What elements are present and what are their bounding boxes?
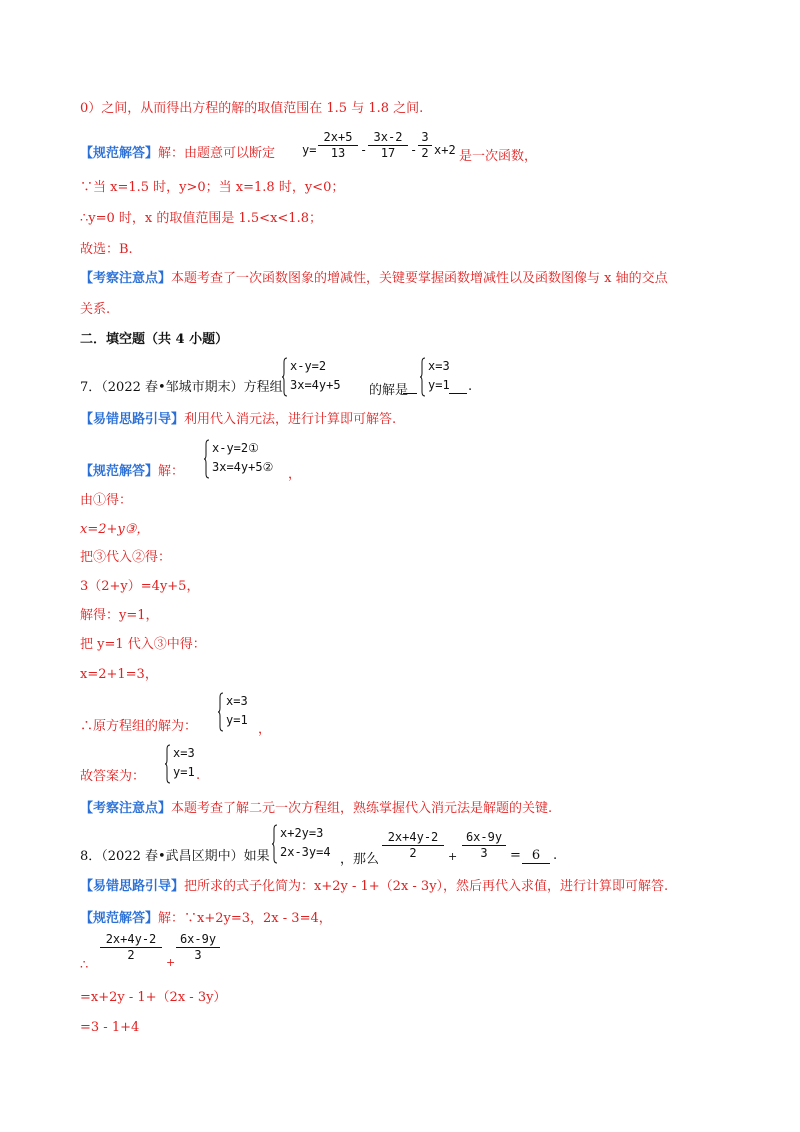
therefore-sign: ∴ <box>80 958 89 973</box>
q8-fraction-2 <box>462 830 506 861</box>
brace-icon <box>282 357 288 397</box>
note-line-2: 关系. <box>80 302 111 317</box>
tag-note-points: 【考察注意点】 <box>80 801 172 816</box>
q7-step-6: 把 y=1 代入③中得： <box>80 637 206 652</box>
comma: ， <box>258 722 272 737</box>
tag-standard-answer: 【规范解答】 <box>80 464 159 479</box>
fraction-1-denominator: 13 <box>330 146 346 160</box>
note-text: 本题考查了一次函数图象的增减性，关键要掌握函数增减性以及函数图像与 x 轴的交点 <box>171 271 668 286</box>
comma: ， <box>288 467 302 482</box>
q7-s9-y: y=1 <box>173 765 195 779</box>
question-7-mid: 的解是 <box>369 383 409 398</box>
hint-line-q7 <box>80 411 396 429</box>
q7-step-7: x=2+1=3， <box>80 667 158 682</box>
text-line-3: ∵当 x=1.5 时，y>0；当 x=1.8 时，y<0； <box>80 180 345 195</box>
brace-icon <box>204 439 210 479</box>
q8-fraction-2-denominator: 3 <box>480 846 488 860</box>
fraction-3-denominator: 2 <box>421 146 429 160</box>
q7-answer-x: x=3 <box>428 359 450 373</box>
q7-sol-eq1: x-y=2① <box>212 441 259 455</box>
q7-step-4: 3（2+y）=4y+5， <box>80 579 200 594</box>
question-7-end: . <box>468 379 473 394</box>
question-8-prefix: 8．（2022 春•武昌区期中）如果 <box>80 849 270 864</box>
q8-sol-fraction-2-numerator: 6x-9y <box>176 932 220 948</box>
question-7-system <box>282 357 367 397</box>
q7-step-2: x=2+y③， <box>80 522 150 537</box>
q8-sol-fraction-1-numerator: 2x+4y-2 <box>100 932 162 948</box>
q7-step-8-system <box>218 692 258 732</box>
q8-sol-fraction-2-denominator: 3 <box>194 948 202 962</box>
hint-line-q8 <box>80 878 668 896</box>
solution-line-1 <box>80 145 275 163</box>
plus-sign: + <box>166 956 176 969</box>
q8-eq2: 2x-3y=4 <box>280 845 331 859</box>
q7-s9-x: x=3 <box>173 746 195 760</box>
text-line-5: 故选：B. <box>80 242 133 257</box>
q7-step-9: 故答案为： <box>80 769 146 784</box>
brace-icon <box>218 692 224 732</box>
fraction-3-numerator: 3 <box>418 130 432 146</box>
note-text-q7: 本题考查了解二元一次方程组，熟练掌握代入消元法是解题的关键. <box>171 801 553 816</box>
brace-icon <box>420 357 426 397</box>
question-7 <box>80 379 283 397</box>
q7-s8-x: x=3 <box>226 694 248 708</box>
q8-fraction-2-numerator: 6x-9y <box>462 830 506 846</box>
solution-q7-system <box>204 439 289 479</box>
brace-icon <box>272 824 278 864</box>
fraction-1 <box>318 130 358 161</box>
solution-q8-head <box>80 910 332 928</box>
equals-sign: = <box>510 848 521 863</box>
label-solution: 解： <box>158 146 185 161</box>
q8-step-1: ∵x+2y=3，2x - 3=4， <box>184 911 332 926</box>
tag-note-points: 【考察注意点】 <box>80 271 172 286</box>
solution-q7-head <box>80 463 184 481</box>
q7-answer-y: y=1 <box>428 378 450 392</box>
q7-step-8: ∴原方程组的解为： <box>80 719 198 734</box>
question-8 <box>80 848 270 866</box>
question-7-answer <box>420 357 460 397</box>
label-solution: 解： <box>158 911 185 926</box>
tag-standard-answer: 【规范解答】 <box>80 146 159 161</box>
q7-step-5: 解得：y=1， <box>80 608 159 623</box>
section-title: 二．填空题（共 4 小题） <box>80 332 229 347</box>
question-7-prefix: 7．（2022 春•邹城市期末）方程组 <box>80 380 283 395</box>
q7-step-3: 把③代入②得： <box>80 550 172 565</box>
text-linear-function: 是一次函数， <box>459 149 538 164</box>
q7-eq2: 3x=4y+5 <box>290 378 341 392</box>
period: . <box>553 848 558 863</box>
q8-fraction-1-denominator: 2 <box>409 846 417 860</box>
q8-fraction-1-numerator: 2x+4y-2 <box>382 830 444 846</box>
q7-sol-eq2: 3x=4y+5② <box>212 460 274 474</box>
text-conclude: 由题意可以断定 <box>184 146 276 161</box>
var-y-equals: y= <box>302 143 317 157</box>
fraction-2 <box>368 130 408 161</box>
q8-fraction-1 <box>382 830 444 861</box>
hint-text-q7: 利用代入消元法，进行计算即可解答. <box>184 412 397 427</box>
fraction-2-denominator: 17 <box>380 146 396 160</box>
note-line-q7 <box>80 800 552 818</box>
brace-icon <box>165 744 171 784</box>
q7-step-1: 由①得： <box>80 493 133 508</box>
q8-sol-fraction-1 <box>100 932 162 963</box>
note-line-1 <box>80 270 668 288</box>
q8-step-3: =x+2y - 1+（2x - 3y） <box>80 990 227 1005</box>
tag-standard-answer: 【规范解答】 <box>80 911 159 926</box>
fraction-1-numerator: 2x+5 <box>318 130 358 146</box>
answer-blank-left <box>403 393 417 394</box>
plus-sign: + <box>448 850 458 863</box>
answer-blank-right <box>449 393 467 394</box>
hint-text-q8: 把所求的式子化简为：x+2y - 1+（2x - 3y），然后再代入求值，进行计算即可解答. <box>184 879 669 894</box>
term-x-plus-2: x+2 <box>434 143 456 157</box>
q8-sol-fraction-1-denominator: 2 <box>127 948 135 962</box>
label-solution: 解： <box>158 464 185 479</box>
tag-error-hint: 【易错思路引导】 <box>80 879 185 894</box>
minus-sign-2: - <box>410 143 418 157</box>
q7-s8-y: y=1 <box>226 713 248 727</box>
text-line-1: 0）之间，从而得出方程的解的取值范围在 1.5 与 1.8 之间. <box>80 101 424 116</box>
q8-answer: 6 <box>522 848 550 864</box>
q7-eq1: x-y=2 <box>290 359 327 373</box>
question-8-mid: ，那么 <box>340 852 380 867</box>
fraction-3 <box>418 130 432 161</box>
q8-sol-fraction-2 <box>176 932 220 963</box>
tag-error-hint: 【易错思路引导】 <box>80 412 185 427</box>
text-line-4: ∴y=0 时，x 的取值范围是 1.5<x<1.8； <box>80 211 322 226</box>
fraction-2-numerator: 3x-2 <box>368 130 408 146</box>
period: . <box>196 768 201 783</box>
minus-sign-1: - <box>360 143 368 157</box>
q8-eq1: x+2y=3 <box>280 826 324 840</box>
q8-step-4: =3 - 1+4 <box>80 1020 140 1035</box>
